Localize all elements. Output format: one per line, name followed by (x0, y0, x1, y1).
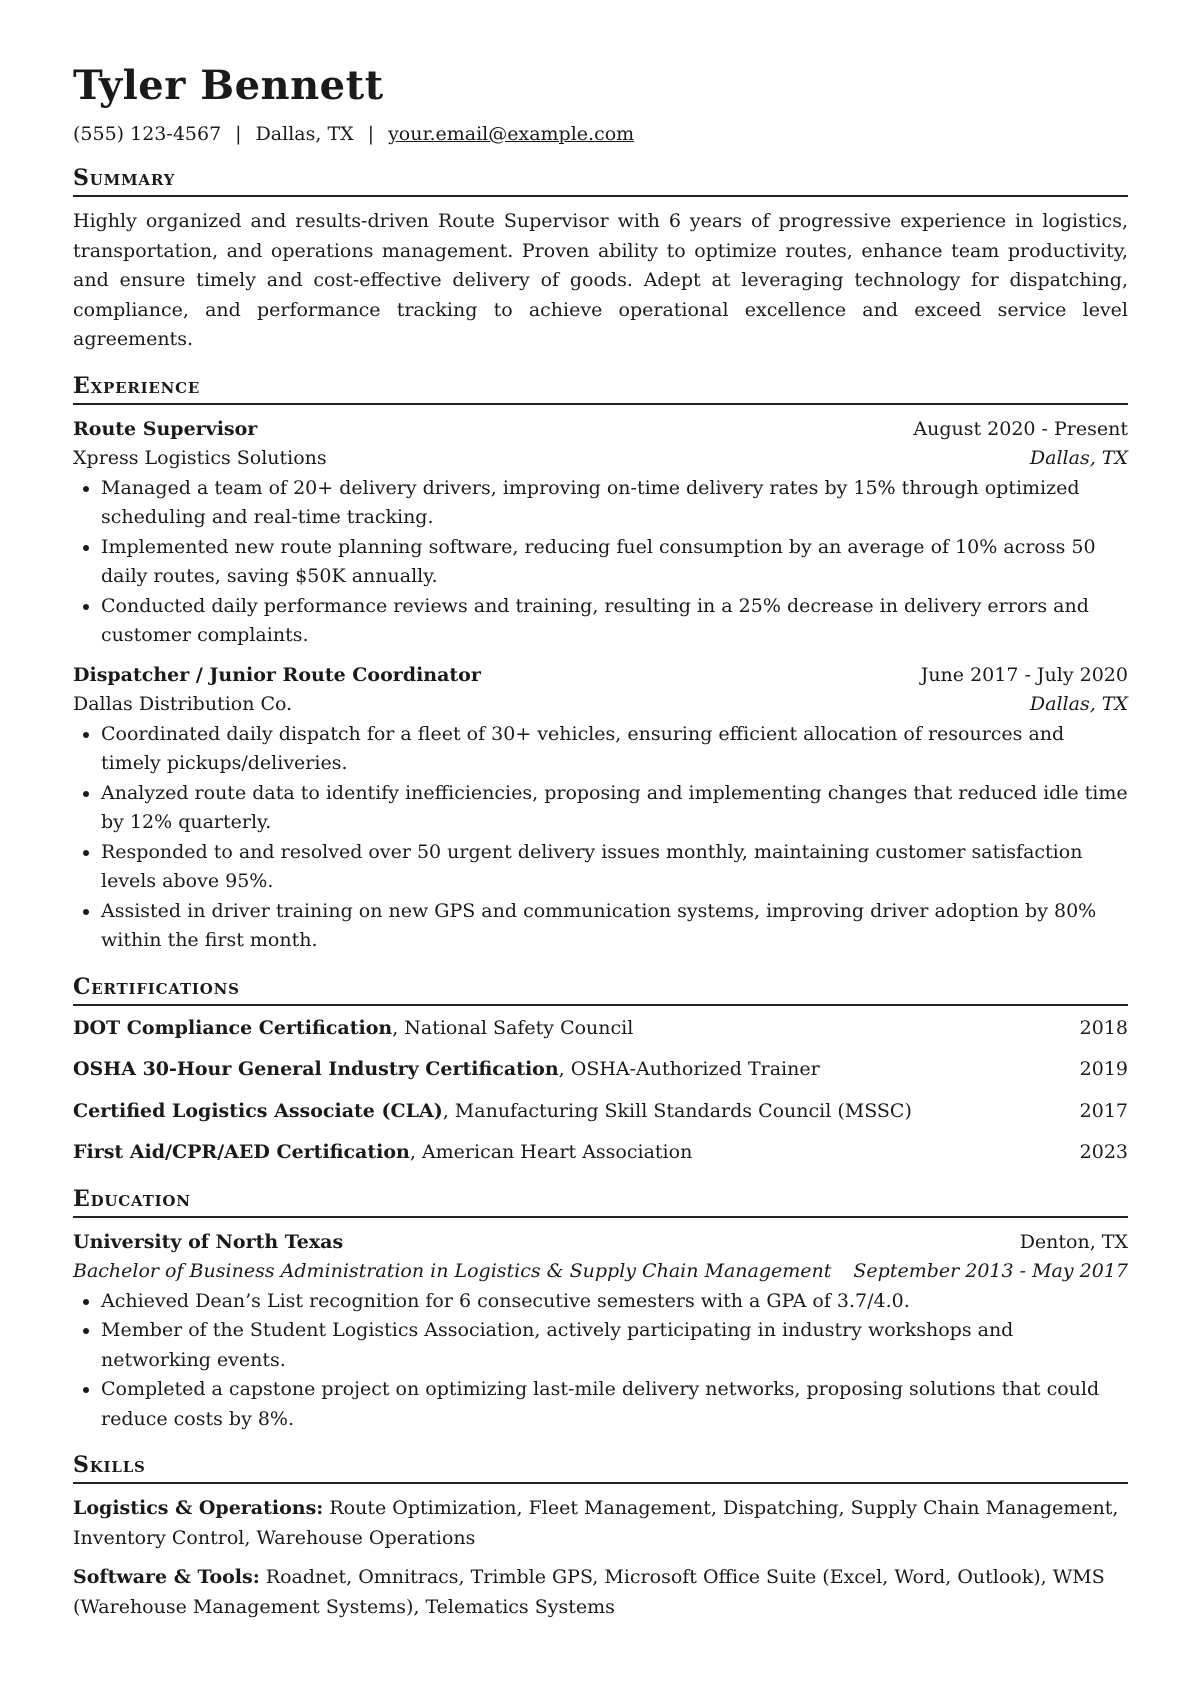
section-title-summary: Summary (73, 163, 1128, 197)
bullet-item: • Assisted in driver training on new GPS and communication systems, improving driver adoption by 80% within the first month. (101, 897, 1128, 956)
cert-year: 2023 (1079, 1141, 1128, 1163)
job-bullets (73, 720, 1128, 956)
phone: (555) 123-4567 (73, 123, 222, 145)
summary-section (73, 163, 1128, 355)
bullet-item: • Completed a capstone project on optimizing last-mile delivery networks, proposing solutions that could reduce costs by 8%. (101, 1375, 1128, 1434)
job-role: Dispatcher / Junior Route Coordinator (73, 663, 481, 686)
cert-item (73, 1014, 1128, 1044)
cert-name: DOT Compliance Certification (73, 1016, 393, 1039)
bullet-item: • Managed a team of 20+ delivery drivers, improving on-time delivery rates by 15% through optimized scheduling and real-time tracking. (101, 474, 1128, 533)
job-entry (73, 661, 1128, 956)
cert-issuer: , National Safety Council (392, 1016, 634, 1039)
job-location: Dallas, TX (1029, 447, 1128, 469)
education-entry (73, 1228, 1128, 1435)
job-location: Dallas, TX (1029, 693, 1128, 715)
education-bullets (73, 1287, 1128, 1435)
location: Dallas, TX (255, 123, 354, 145)
cert-issuer: , Manufacturing Skill Standards Council (MSSC) (442, 1099, 912, 1122)
contact-line (73, 121, 1128, 147)
skill-group (73, 1563, 1128, 1622)
bullet-item: • Responded to and resolved over 50 urgent delivery issues monthly, maintaining customer satisfaction levels above 95%. (101, 838, 1128, 897)
section-title-skills: Skills (73, 1450, 1128, 1484)
skill-label: Software & Tools: (73, 1566, 260, 1588)
school-name: University of North Texas (73, 1230, 344, 1253)
job-bullets (73, 474, 1128, 651)
cert-name: First Aid/CPR/AED Certification (73, 1141, 410, 1163)
cert-list (73, 1014, 1128, 1168)
skills-section (73, 1450, 1128, 1622)
cert-year: 2019 (1079, 1058, 1128, 1080)
contact-separator: | (235, 123, 242, 145)
bullet-item: • Achieved Dean’s List recognition for 6 consecutive semesters with a GPA of 3.7/4.0. (101, 1287, 1128, 1317)
cert-issuer: , OSHA-Authorized Trainer (558, 1058, 820, 1080)
job-dates: August 2020 - Present (913, 417, 1128, 440)
certifications-section (73, 972, 1128, 1168)
bullet-item: • Analyzed route data to identify inefficiencies, proposing and implementing changes that reduced idle time by 12% quarterly. (101, 779, 1128, 838)
bullet-item: • Conducted daily performance reviews and training, resulting in a 25% decrease in delivery errors and customer complaints. (101, 592, 1128, 651)
education-dates: September 2013 - May 2017 (853, 1260, 1128, 1282)
cert-item (73, 1097, 1128, 1127)
cert-year: 2018 (1079, 1016, 1128, 1039)
candidate-name: Tyler Bennett (73, 62, 384, 109)
bullet-item: • Coordinated daily dispatch for a fleet of 30+ vehicles, ensuring efficient allocation of resources and timely pickups/deliveries. (101, 720, 1128, 779)
section-title-experience: Experience (73, 371, 1128, 405)
bullet-item: • Implemented new route planning software, reducing fuel consumption by an average of 10% across 50 daily routes, saving $50K annually. (101, 533, 1128, 592)
skill-group (73, 1494, 1128, 1553)
job-role: Route Supervisor (73, 417, 258, 440)
cert-item (73, 1138, 1128, 1168)
job-company: Dallas Distribution Co. (73, 693, 293, 715)
skill-value: Roadnet, Omnitracs, Trimble GPS, Microsoft Office Suite (Excel, Word, Outlook), WMS (Warehouse Management Systems), Telematics Systems (73, 1566, 1105, 1618)
skill-label: Logistics & Operations: (73, 1497, 324, 1519)
degree: Bachelor of Business Administration in Logistics & Supply Chain Management (73, 1260, 832, 1282)
cert-issuer: , American Heart Association (409, 1141, 693, 1163)
section-title-education: Education (73, 1184, 1128, 1218)
job-entry (73, 415, 1128, 651)
cert-name: OSHA 30-Hour General Industry Certification (73, 1058, 559, 1080)
job-company: Xpress Logistics Solutions (73, 447, 327, 469)
job-dates: June 2017 - July 2020 (920, 663, 1128, 686)
cert-year: 2017 (1079, 1099, 1128, 1122)
education-section (73, 1184, 1128, 1435)
summary-text: Highly organized and results-driven Route Supervisor with 6 years of progressive experience in logistics, transportation, and operations management. Proven ability to optimize routes, enhance team productivity, and ensure timely and cost-effective delivery of goods. Adept at leveraging technology for dispatching, compliance, and performance tracking to achieve operational excellence and exceed service level agreements. (73, 210, 1128, 350)
experience-section (73, 371, 1128, 956)
section-title-certifications: Certifications (73, 972, 1128, 1006)
skill-value: Route Optimization, Fleet Management, Dispatching, Supply Chain Management, Inventory Control, Warehouse Operations (73, 1497, 1119, 1549)
cert-item (73, 1055, 1128, 1085)
contact-separator: | (367, 123, 375, 145)
email-link[interactable]: your.email@example.com (388, 123, 635, 145)
cert-name: Certified Logistics Associate (CLA) (73, 1099, 443, 1122)
school-location: Denton, TX (1019, 1230, 1128, 1253)
bullet-item: • Member of the Student Logistics Association, actively participating in industry workshops and networking events. (101, 1316, 1128, 1375)
